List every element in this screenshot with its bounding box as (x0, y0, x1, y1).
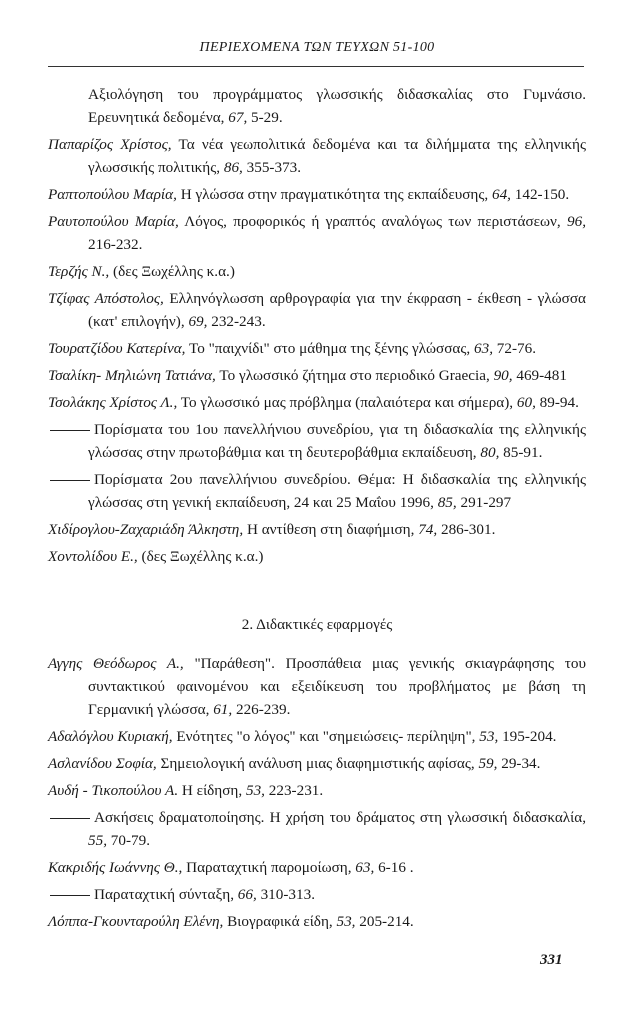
entry-author: Αδαλόγλου Κυριακή, (48, 728, 173, 745)
header-rule (48, 66, 584, 67)
entry-text: "Παράθεση". Προσπάθεια μιας γενικής σκιαγράφησης του συντακτικού φαινομένου και εξειδίκευση του προβλήματος με βάση τη Γερμανική γλώσσα, (88, 655, 586, 718)
bibliography-entry (48, 183, 586, 206)
entry-volume: 60, (516, 394, 536, 411)
entry-author: Τερζής Ν., (48, 263, 110, 280)
entry-pages: 232-243. (207, 313, 266, 330)
entry-volume: 53, (479, 728, 499, 745)
entry-volume: 55, (88, 832, 107, 849)
bibliography-entry (48, 779, 586, 802)
entry-text: Το γλωσσικό ζήτημα στο περιοδικό Graecia, (215, 367, 494, 384)
entry-volume: 69, (188, 313, 208, 330)
entry-author: Τσαλίκη- Μηλιώνη Τατιάνα, (48, 367, 216, 384)
entry-text: Ασκήσεις δραματοποίησης. Η χρήση του δράματος στη γλωσσική διδασκαλία, (94, 809, 586, 826)
entry-text: Παραταχτική παρομοίωση, (182, 859, 356, 876)
entry-text: Αξιολόγηση του προγράμματος γλωσσικής διδασκαλίας στο Γυμνάσιο. Ερευνητικά δεδομένα, (88, 86, 586, 126)
ditto-dash (50, 480, 90, 481)
entry-pages: 291-297 (456, 494, 512, 511)
entry-volume: 64, (491, 186, 511, 203)
entry-text: Βιογραφικά είδη, (223, 913, 337, 930)
entry-author: Χιδίρογλου-Ζαχαριάδη Άλκηστη, (48, 521, 244, 538)
entry-pages: 195-204. (498, 728, 557, 745)
entry-text: (δες Ξωχέλλης κ.α.) (137, 548, 264, 565)
bibliography-entry (48, 518, 586, 541)
entry-pages: 5-29. (247, 109, 283, 126)
entry-pages: 70-79. (106, 832, 151, 849)
entry-volume: 63, (355, 859, 375, 876)
entry-text: Το γλωσσικό μας πρόβλημα (παλαιότερα και σήμερα), (177, 394, 517, 411)
entry-author: Ασλανίδου Σοφία, (48, 755, 157, 772)
entry-pages: 6-16 . (374, 859, 414, 876)
running-header: ΠΕΡΙΕΧΟΜΕΝΑ ΤΩΝ ΤΕΥΧΩΝ 51-100 (199, 40, 435, 55)
entry-volume: 85, (437, 494, 457, 511)
entry-text: Σημειολογική ανάλυση μιας διαφημιστικής αφίσας, (156, 755, 479, 772)
bibliography-entry (48, 391, 586, 414)
bibliography-entry (48, 418, 586, 464)
bibliography-entry (48, 83, 586, 129)
entry-pages: 85-91. (499, 444, 543, 461)
entry-text: Η γλώσσα στην πραγματικότητα της εκπαίδευσης, (176, 186, 492, 203)
bibliography-entry (48, 133, 586, 179)
bibliography-entry (48, 752, 586, 775)
entry-pages: 286-301. (437, 521, 496, 538)
entry-text: Η αντίθεση στη διαφήμιση, (243, 521, 419, 538)
bibliography-entry (48, 545, 586, 568)
entry-text: Λόγος, προφορικός ή γραπτός αναλόγως των περιστάσεων, (178, 213, 568, 230)
entry-pages: 142-150. (510, 186, 570, 203)
bibliography-entry (48, 337, 586, 360)
entry-author: Αγγης Θεόδωρος Α., (48, 655, 184, 672)
entry-author: Τζίφας Απόστολος, (48, 290, 164, 307)
entry-pages: 29-34. (497, 755, 541, 772)
entry-pages: 226-239. (232, 701, 291, 718)
ditto-dash (50, 895, 90, 896)
ditto-dash (50, 818, 90, 819)
section-1-entries (48, 83, 586, 572)
entry-pages: 216-232. (88, 236, 143, 253)
entry-pages: 89-94. (535, 394, 579, 411)
entry-text: Ενότητες "ο λόγος" και "σημειώσεις- περίληψη", (172, 728, 480, 745)
bibliography-entry (48, 364, 586, 387)
entry-text: Πορίσματα του 1ου πανελλήνιου συνεδρίου, για τη διδασκαλία της ελληνικής γλώσσας στην πρωτοβάθμια και τη δευτεροβάθμια εκπαίδευση, (88, 421, 586, 461)
entry-text: Η είδηση, (178, 782, 246, 799)
entry-volume: 74, (418, 521, 438, 538)
section-heading: 2. Διδακτικές εφαρμογές (241, 616, 393, 633)
entry-text: Τα νέα γεωπολιτικά δεδομένα και τα διλήμματα της ελληνικής γλωσσικής πολιτικής, (88, 136, 586, 176)
entry-author: Λόππα-Γκουνταρούλη Ελένη, (48, 913, 224, 930)
bibliography-entry (48, 260, 586, 283)
entry-text: Παραταχτική σύνταξη, (94, 886, 238, 903)
entry-volume: 96, (567, 213, 586, 230)
entry-volume: 59, (478, 755, 498, 772)
section-2-entries (48, 652, 586, 937)
entry-volume: 63, (474, 340, 493, 357)
entry-text: Πορίσματα 2ου πανελλήνιου συνεδρίου. Θέμα: Η διδασκαλία της ελληνικής γλώσσας στη γενική εκπαίδευση, 24 και 25 Μαΐου 1996, (88, 471, 586, 511)
bibliography-entry (48, 856, 586, 879)
entry-pages: 310-313. (256, 886, 315, 903)
bibliography-entry (48, 806, 586, 852)
entry-pages: 469-481 (512, 367, 567, 384)
entry-author: Αυδή - Τικοπούλου Α. (48, 782, 179, 799)
entry-pages: 355-373. (242, 159, 302, 176)
entry-volume: 80, (480, 444, 500, 461)
bibliography-entry (48, 210, 586, 256)
entry-volume: 61, (213, 701, 233, 718)
entry-text: (δες Ξωχέλλης κ.α.) (109, 263, 235, 280)
entry-text: Ελληνόγλωσση αρθρογραφία για την έκφραση - έκθεση - γλώσσα (κατ' επιλογήν), (88, 290, 586, 330)
bibliography-entry (48, 883, 586, 906)
bibliography-entry (48, 468, 586, 514)
entry-author: Τσολάκης Χρίστος Λ., (48, 394, 178, 411)
page-number: 331 (540, 952, 563, 968)
entry-author: Κακριδής Ιωάννης Θ., (48, 859, 183, 876)
entry-author: Ραυτοπούλου Μαρία, (48, 213, 179, 230)
entry-author: Τουρατζίδου Κατερίνα, (48, 340, 186, 357)
entry-volume: 86, (223, 159, 243, 176)
entry-pages: 205-214. (355, 913, 414, 930)
entry-author: Παπαρίζος Χρίστος, (48, 136, 172, 153)
entry-volume: 53, (336, 913, 356, 930)
entry-volume: 90, (493, 367, 513, 384)
entry-pages: 223-231. (264, 782, 324, 799)
entry-volume: 66, (237, 886, 257, 903)
entry-pages: 72-76. (492, 340, 537, 357)
entry-volume: 53, (245, 782, 265, 799)
entry-author: Ραπτοπούλου Μαρία, (48, 186, 177, 203)
ditto-dash (50, 430, 90, 431)
entry-text: Το "παιχνίδι" στο μάθημα της ξένης γλώσσας, (185, 340, 474, 357)
entry-author: Χοντολίδου Ε., (48, 548, 138, 565)
bibliography-entry (48, 725, 586, 748)
bibliography-entry (48, 287, 586, 333)
bibliography-entry (48, 910, 586, 933)
entry-volume: 67, (228, 109, 248, 126)
bibliography-entry (48, 652, 586, 721)
